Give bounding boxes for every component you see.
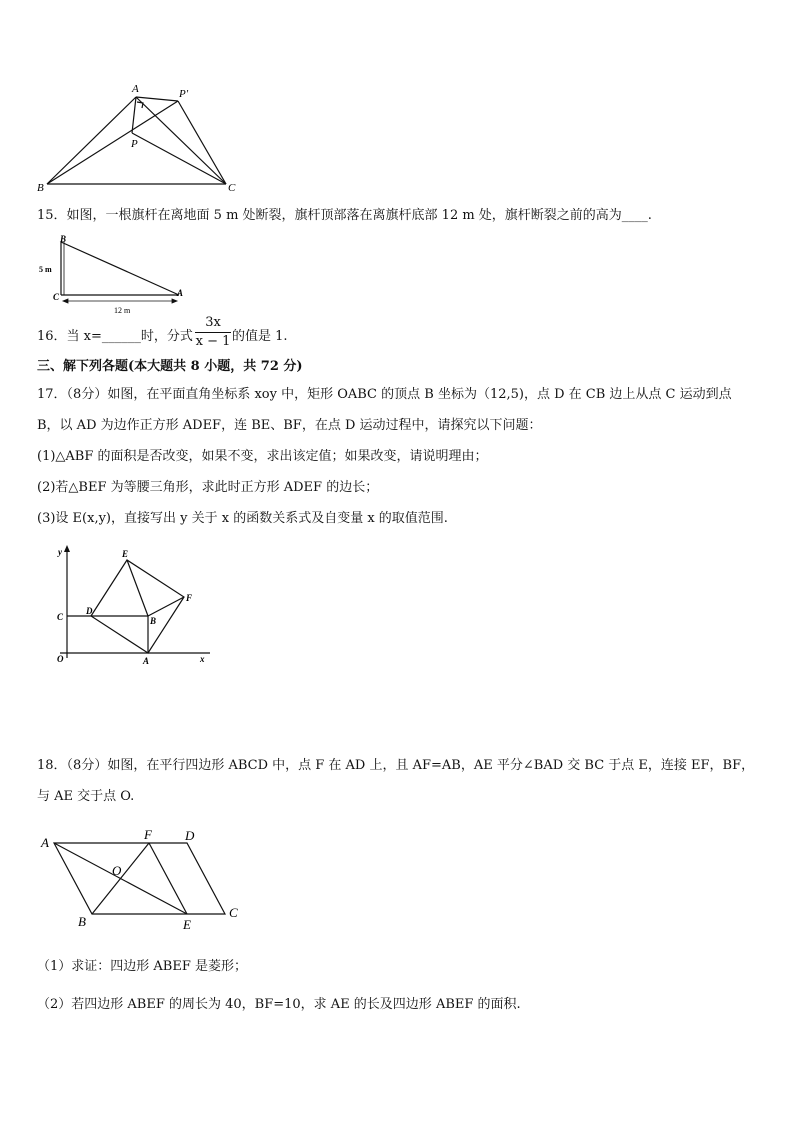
label-A: A [41,835,49,850]
figure-q14 [30,80,260,195]
label-y: y [58,547,62,557]
label-C: C [57,612,64,622]
fraction [195,315,231,350]
question-17-line1: 17．（8分）如图，在平面直角坐标系 xoy 中，矩形 OABC 的顶点 B 坐标为（12,5)，点 D 在 CB 边上从点 C 运动到点 [37,387,732,402]
label-E: E [183,917,191,932]
fraction-numerator: 3x [205,315,221,330]
question-17-sub2: (2)若△BEF 为等腰三角形，求此时正方形 ADEF 的边长； [37,480,379,495]
question-18-sub1: （1）求证：四边形 ABEF 是菱形； [37,959,247,974]
question-16-suffix: 的值是 1. [232,329,288,344]
label-P: P [131,138,138,150]
question-15-text: 15．如图，一根旗杆在离地面 5 m 处断裂，旗杆顶部落在离旗杆底部 12 m 处，旗杆断裂之前的高为____. [37,208,652,223]
fraction-denominator: x − 1 [195,334,231,349]
label-D: D [86,606,93,616]
label-C: C [53,292,60,302]
fraction-bar [195,332,231,333]
label-P-prime: P' [179,88,189,100]
label-C: C [229,905,238,920]
label-F: F [186,593,193,603]
question-17-line2: B，以 AD 为边作正方形 ADEF，连 BE、BF，在点 D 运动过程中，请探究以下问题： [37,418,542,433]
label-B: B [78,914,86,929]
y-axis-arrow-icon [64,545,70,552]
label-C: C [228,182,236,194]
label-B: B [37,182,44,194]
question-18-line2: 与 AE 交于点 O. [37,789,135,804]
question-18-line1: 18．（8分）如图，在平行四边形 ABCD 中，点 F 在 AD 上，且 AF=AB，AE 平分∠BAD 交 BC 于点 E，连接 EF，BF， [37,758,755,773]
question-17-sub1: (1)△ABF 的面积是否改变，如果不变，求出该定值；如果改变，请说明理由； [37,449,488,464]
question-16-prefix: 16．当 x=______时，分式 [37,329,193,344]
question-18-sub2: （2）若四边形 ABEF 的周长为 40，BF=10，求 AE 的长及四边形 ABEF 的面积. [37,997,521,1012]
height-label: 5 m [39,265,52,274]
figure-q17-coordinate [50,543,225,671]
label-O: O [112,863,122,878]
base-label: 12 m [114,306,131,315]
label-B: B [60,234,67,244]
label-E: E [122,549,129,559]
section-title: 三、解下列各题(本大题共 8 小题，共 72 分) [37,359,303,374]
label-B: B [150,616,157,626]
label-F: F [144,828,152,842]
label-D: D [185,828,195,843]
label-x: x [200,654,205,664]
figure-q18-parallelogram [35,828,250,933]
question-17-sub3: (3)设 E(x,y)，直接写出 y 关于 x 的函数关系式及自变量 x 的取值范围. [37,511,448,526]
figure-q15-flagpole [34,230,194,318]
label-O: O [57,654,64,664]
label-A: A [132,83,139,95]
label-A: A [143,656,150,666]
label-A: A [177,288,184,298]
